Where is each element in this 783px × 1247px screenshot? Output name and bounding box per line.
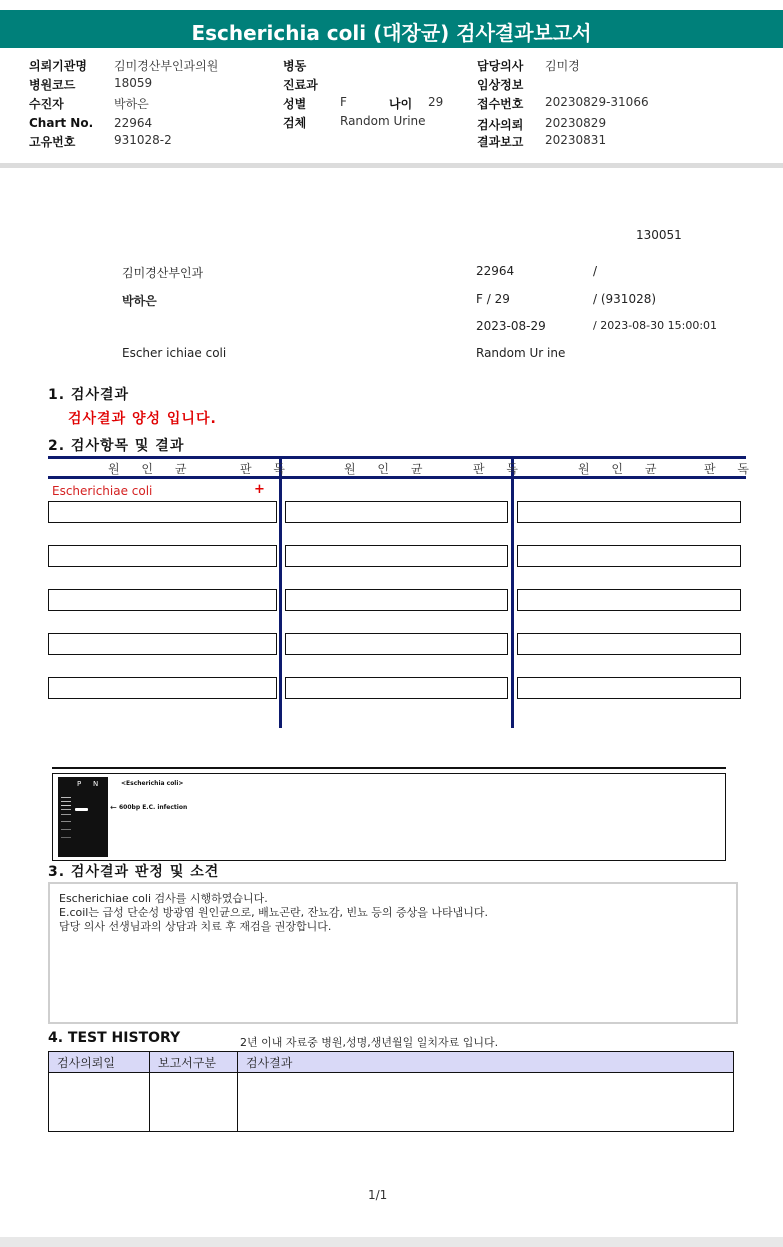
patient-label: 수진자 [29,97,64,111]
grid-col-divider-1 [279,456,282,728]
report-title: Escherichia coli (대장균) 검사결과보고서 [191,21,592,45]
result-box [48,677,277,699]
opinion-box [48,882,738,1024]
history-note: 2년 이내 자료중 병원,성명,생년월일 일치자료 입니다. [240,1036,499,1049]
result-box [285,633,508,655]
patient-value: 박하은 [114,97,149,111]
clinical-info-label: 임상정보 [477,78,524,92]
col3-organism-header: 원 인 균 [578,462,666,476]
organism-name: Escherichiae coli [52,484,153,498]
result-box [517,633,741,655]
result-box [517,545,741,567]
institution-value: 김미경산부인과의원 [114,59,219,73]
page-number: 1/1 [368,1188,388,1202]
gel-caption: <Escherichia coli> [121,780,184,787]
receipt-no-label: 접수번호 [477,97,524,111]
summary-birth: / (931028) [593,292,657,306]
result-box [48,545,277,567]
result-box [285,501,508,523]
summary-date: 2023-08-29 [476,319,546,333]
report-date-value: 20230831 [545,133,607,147]
hospital-code-label: 병원코드 [29,78,76,92]
page-bottom-band [0,1237,783,1247]
col3-judgement-header: 판 독 [704,462,758,476]
gel-lane-n: N [93,780,99,788]
receipt-no-value: 20230829-31066 [545,95,649,109]
dept-label: 진료과 [283,78,318,92]
request-date-label: 검사의뢰 [477,118,524,132]
summary-sex-age: F / 29 [476,292,510,306]
age-label: 나이 [389,97,413,111]
result-box [285,589,508,611]
section1-heading: 1. 검사결과 [48,387,130,403]
col2-judgement-header: 판 독 [473,462,527,476]
opinion-line-2: E.coil는 급성 단순성 방광염 원인균으로, 배뇨곤란, 잔뇨감, 빈뇨 등의 증상을 나타냅니다. [59,906,488,919]
result-box [285,677,508,699]
opinion-line-3: 담당 의사 선생님과의 상담과 치료 후 재검을 권장합니다. [59,920,332,933]
gel-lane-p: P [77,780,82,788]
doctor-label: 담당의사 [477,59,524,73]
request-date-value: 20230829 [545,116,607,130]
result-box [517,501,741,523]
report-title-bar [0,10,783,48]
institution-label: 의뢰기관명 [29,59,87,73]
header-divider [0,163,783,168]
test-history-table [48,1051,734,1132]
summary-chart-no: 22964 [476,264,515,278]
result-box [48,589,277,611]
opinion-line-1: Escherichiae coli 검사를 시행하였습니다. [59,892,268,905]
gel-electrophoresis-image [58,777,108,857]
hospital-code-value: 18059 [114,76,153,90]
summary-patient: 박하은 [122,294,157,308]
history-empty-row [49,1073,734,1132]
section4-heading: 4. TEST HISTORY [48,1030,181,1046]
result-box [48,501,277,523]
history-col-report-type: 보고서구분 [150,1052,238,1073]
result-box [285,545,508,567]
organism-judgement: + [254,482,265,497]
summary-test: Escher ichiae coli [122,346,227,360]
result-box [517,589,741,611]
col1-organism-header: 원 인 균 [108,462,196,476]
summary-code: 130051 [636,228,682,242]
col1-judgement-header: 판 독 [240,462,294,476]
arrow-left-icon: ← [110,803,117,812]
result-box [517,677,741,699]
gel-top-rule [52,767,726,769]
history-col-request-date: 검사의뢰일 [49,1052,150,1073]
history-col-result: 검사결과 [238,1052,734,1073]
summary-datetime: / 2023-08-30 15:00:01 [593,319,718,332]
grid-col-divider-2 [511,456,514,728]
summary-specimen: Random Ur ine [476,346,566,360]
result-positive-text: 검사결과 양성 입니다. [68,411,217,427]
sex-label: 성별 [283,97,307,111]
summary-institution: 김미경산부인과 [122,266,204,280]
report-date-label: 결과보고 [477,135,524,149]
unique-no-label: 고유번호 [29,135,76,149]
col2-organism-header: 원 인 균 [344,462,432,476]
specimen-value: Random Urine [340,114,426,128]
specimen-label: 검체 [283,116,307,130]
age-value: 29 [428,95,444,109]
summary-slash: / [593,264,598,278]
section3-heading: 3. 검사결과 판정 및 소견 [48,864,220,880]
ward-label: 병동 [283,59,307,73]
gel-band-label: 600bp E.C. infection [119,804,188,811]
chart-no-label: Chart No. [29,116,94,130]
section2-heading: 2. 검사항목 및 결과 [48,438,185,454]
gel-positive-band [75,808,88,811]
unique-no-value: 931028-2 [114,133,172,147]
grid-top-rule [48,456,746,459]
chart-no-value: 22964 [114,116,153,130]
gel-panel [52,773,726,861]
result-box [48,633,277,655]
doctor-value: 김미경 [545,59,580,73]
sex-value: F [340,95,347,109]
